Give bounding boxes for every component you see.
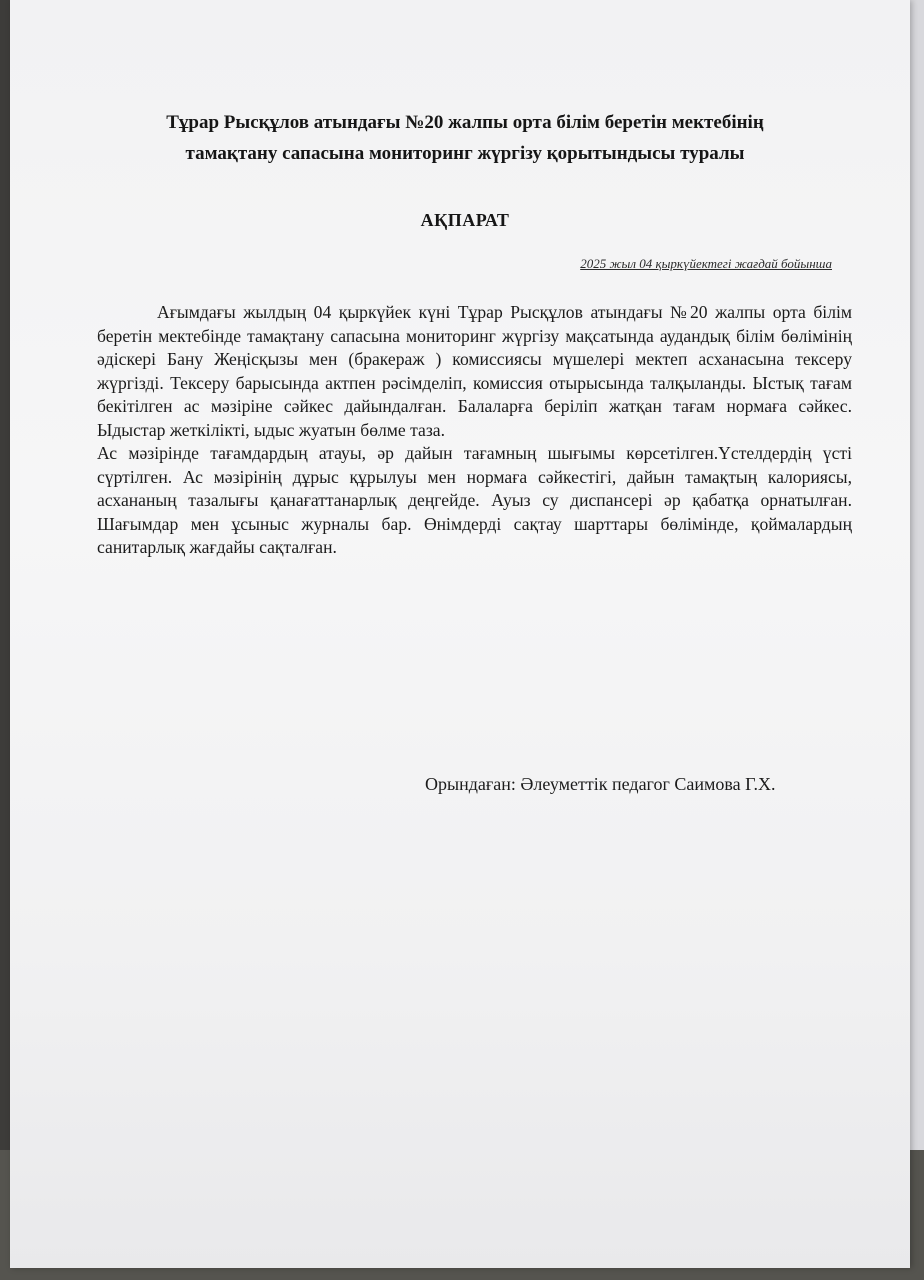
title-line-2: тамақтану сапасына мониторинг жүргізу қорытындысы туралы xyxy=(185,143,745,164)
document-title xyxy=(70,107,860,169)
document-body xyxy=(97,301,852,560)
body-paragraph-2: Ас мәзірінде тағамдардың атауы, әр дайын тағамның шығымы көрсетілген.Үстелдердің үсті сүртілген. Ас мәзірінің дұрыс құрылуы мен нормаға сәйкестігі, дайын тамақтың калориясы, асхананың тазалығы қанағаттанарлық деңгейде. Ауыз су диспансері әр қабатқа орнатылған. Шағымдар мен ұсыныс журналы бар. Өнімдерді сақтау шарттары бөлімінде, қоймалардың санитарлық жағдайы сақталған. xyxy=(97,443,852,557)
date-note: 2025 жыл 04 қыркүйектегі жағдай бойынша xyxy=(580,256,832,271)
signature-line: Орындаған: Әлеуметтік педагог Саимова Г.Х. xyxy=(425,774,776,794)
document-page xyxy=(10,0,910,1268)
document-heading: АҚПАРАТ xyxy=(420,210,510,230)
body-paragraph-1: Ағымдағы жылдың 04 қыркүйек күні Тұрар Рысқұлов атындағы №20 жалпы орта білім беретін мектебінде тамақтану сапасына мониторинг жүргізу мақсатында аудандық білім бөлімінің әдіскері Бану Жеңісқызы мен (бракераж ) комиссиясы мүшелері мектеп асханасына тексеру жүргізді. Тексеру барысында актпен рәсімделіп, комиссия отырысында талқыланды. Ыстық тағам бекітілген ас мәзіріне сәйкес дайындалған. Балаларға беріліп жатқан тағам нормаға сәйкес. Ыдыстар жеткілікті, ыдыс жуатын бөлме таза. xyxy=(97,302,852,440)
title-line-1: Тұрар Рысқұлов атындағы №20 жалпы орта білім беретін мектебінің xyxy=(166,112,764,133)
